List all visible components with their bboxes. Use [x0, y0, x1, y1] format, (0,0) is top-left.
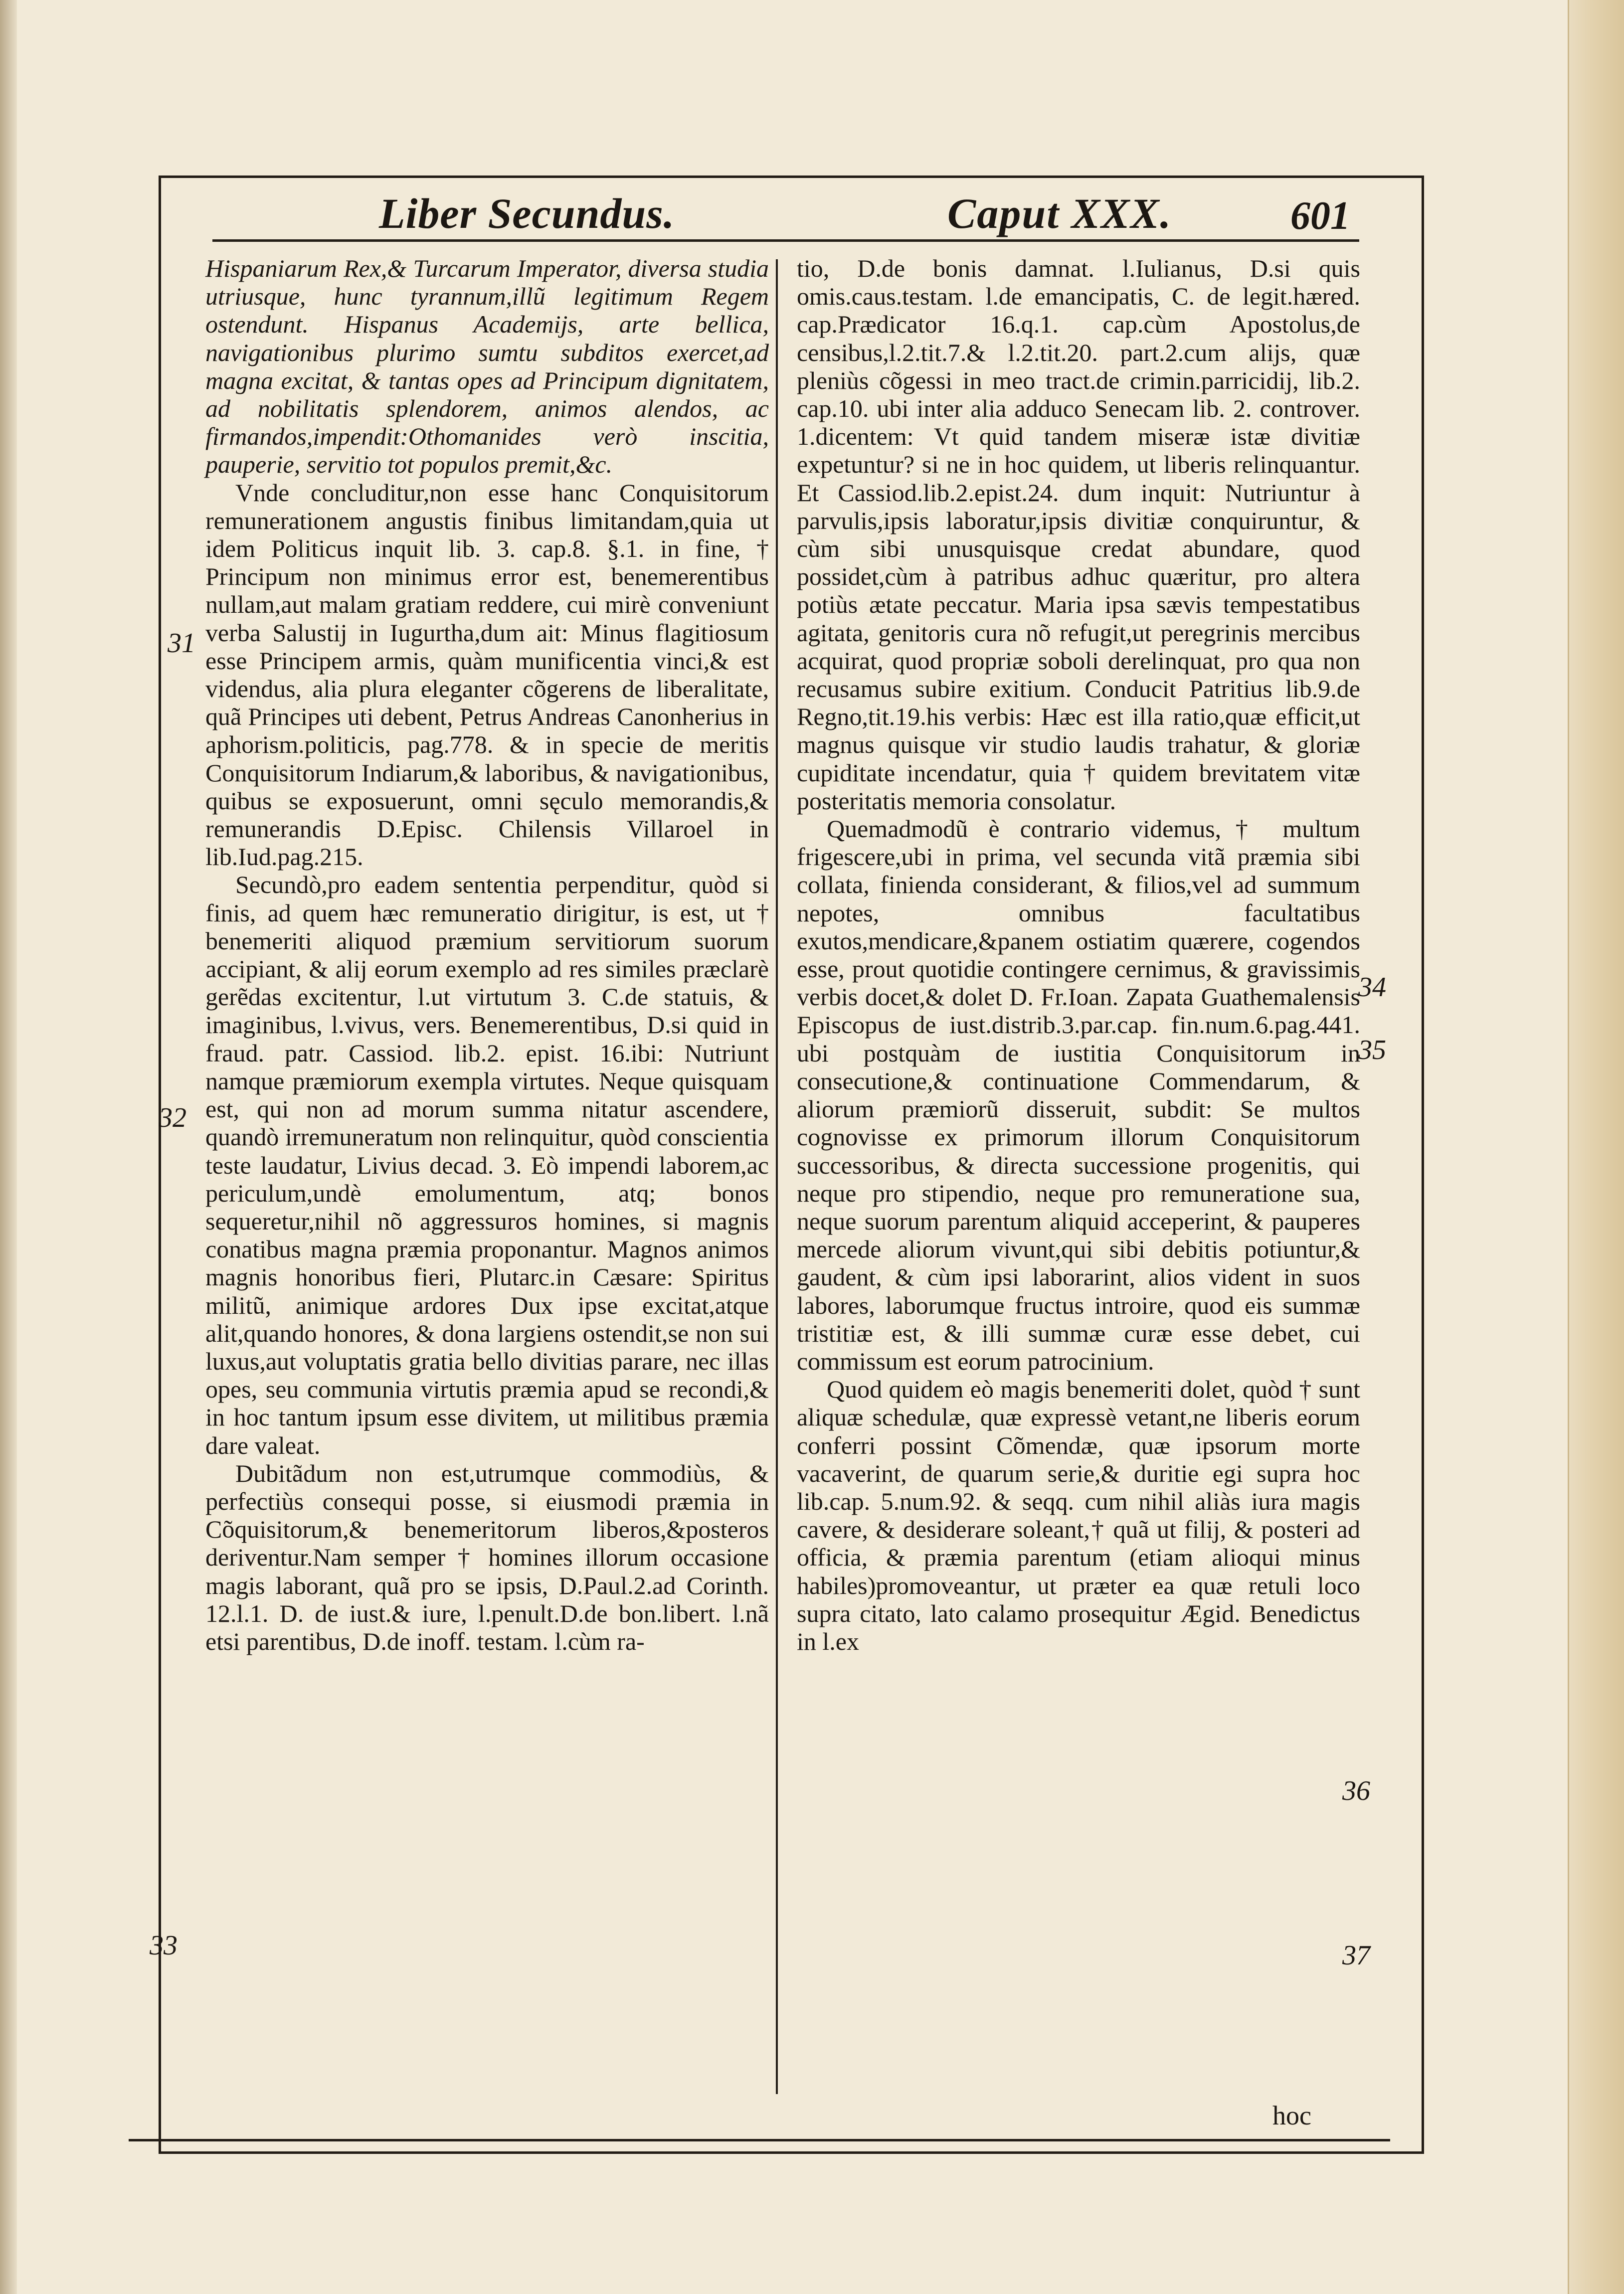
margin-number-36: 36	[1342, 1775, 1370, 1806]
left-column	[205, 254, 769, 1655]
margin-number-33: 33	[150, 1930, 178, 1961]
binding-gutter	[0, 0, 17, 2294]
margin-number-32: 32	[159, 1102, 186, 1133]
page-edge	[1568, 0, 1624, 2294]
header-rule	[212, 239, 1359, 242]
left-paragraph-4: Dubitãdum non est,utrumque commodiùs, & perfectiùs consequi posse, si eiusmodi præmia in Cõquisitorum,& benemeritorum liberos,&posteros deriventur.Nam semper † homines illorum occasione magis laborant, quã pro se ipsis, D.Paul.2.ad Corinth. 12.l.1. D. de iust.& iure, l.penult.D.de bon.libert. l.nã etsi parentibus, D.de inoff. testam. l.cùm ra-	[205, 1459, 769, 1655]
running-head-left: Liber Secundus.	[379, 189, 675, 237]
margin-number-35: 35	[1358, 1035, 1386, 1065]
left-paragraph-3: Secundò,pro eadem sententia perpenditur, quòd si finis, ad quem hæc remuneratio dirigitur, is est, ut † benemeriti aliquod præmium servitiorum suorum accipiant, & alij eorum exemplo ad res similes præclarè gerẽdas excitentur, l.ut virtutum 3. C.de statuis, & imaginibus, l.vivus, vers. Benemerentibus, D.si quid in fraud. patr. Cassiod. lib.2. epist. 16.ibi: Nutriunt namque præmiorum exempla virtutes. Neque quisquam est, qui non ad morum summa nitatur ascendere, quandò irremuneratum non relinquitur, quòd conscientia teste laudatur, Livius decad. 3. Eò impendi laborem,ac periculum,undè emolumentum, atq; bonos sequeretur,nihil nõ aggressuros homines, si magnis conatibus magna præmia proponantur. Magnos animos magnis honoribus fieri, Plutarc.in Cæsare: Spiritus militũ, animique ardores Dux ipse excitat,atque alit,quando honores, & dona largiens ostendit,se non sui luxus,aut voluptatis gratia bello divitias parare, nec illas opes, seu communia virtutis præmia apud se recondi,& in hoc tantum ipsum esse divitem, ut militibus præmia dare valeat.	[205, 871, 769, 1459]
right-column	[797, 254, 1360, 1655]
running-head-right: Caput XXX.	[947, 189, 1172, 237]
margin-number-37: 37	[1342, 1940, 1370, 1971]
left-paragraph-1: Hispaniarum Rex,& Turcarum Imperator, diversa studia utriusque, hunc tyrannum,illũ legitimum Regem ostendunt. Hispanus Academijs, arte bellica, navigationibus plurimo sumtu subditos exercet,ad magna excitat, & tantas opes ad Principum dignitatem, ad nobilitatis splendorem, animos alendos, ac firmandos,impendit:Othomanides verò inscitia, pauperie, servitio tot populos premit,&c.	[205, 254, 769, 479]
catchword: hoc	[1272, 2101, 1311, 2130]
margin-number-34: 34	[1358, 972, 1386, 1003]
column-divider	[776, 259, 778, 2094]
right-paragraph-1: tio, D.de bonis damnat. l.Iulianus, D.si quis omis.caus.testam. l.de emancipatis, C. de legit.hæred. cap.Prædicator 16.q.1. cap.cùm Apostolus,de censibus,l.2.tit.7.& l.2.tit.20. part.2.cum alijs, quæ pleniùs cõgessi in meo tract.de crimin.parricidij, lib.2. cap.10. ubi inter alia adduco Senecam lib. 2. controver. 1.dicentem: Vt quid tandem miseræ istæ divitiæ expetuntur? si ne in hoc quidem, ut liberis relinquantur. Et Cassiod.lib.2.epist.24. dum inquit: Nutriuntur à parvulis,ipsis laboratur,ipsis divitiæ conquiruntur, & cùm sibi unusquisque credat abundare, quod possidet,cùm à patribus adhuc quæritur, pro altera potiùs ætate peccatur. Maria ipsa sævis tempestatibus agitata, genitoris cura nõ refugit,ut peregrinis mercibus acquirat, quod propriæ soboli derelinquat, pro qua non recusamus subire exitium. Conducit Patritius lib.9.de Regno,tit.19.his verbis: Hæc est illa ratio,quæ efficit,ut magnus quisque vir studio laudis trahatur, & gloriæ cupiditate incendatur, quia † quidem brevitatem vitæ posteritatis memoria consolatur.	[797, 254, 1360, 815]
page-number: 601	[1290, 194, 1350, 238]
right-paragraph-2: Quemadmodũ è contrario videmus,† multum frigescere,ubi in prima, vel secunda vitã præmia sibi collata, finienda considerant, & filios,vel ad summum nepotes, omnibus facultatibus exutos,mendicare,&panem ostiatim quærere, cogendos esse, prout quotidie contingere cernimus, & gravissimis verbis docet,& dolet D. Fr.Ioan. Zapata Guathemalensis Episcopus de iust.distrib.3.par.cap. fin.num.6.pag.441. ubi postquàm de iustitia Conquisitorum in consecutione,& continuatione Commendarum, & aliorum præmiorũ disseruit, subdit: Se multos cognovisse ex primorum illorum Conquisitorum successoribus, & directa successione progenitis, qui neque pro stipendio, neque pro remuneratione sua, neque suorum parentum aliquid acceperint, & pauperes mercede aliorum vivunt,qui sibi debitis potiuntur,& gaudent, & cùm ipsi laborarint, alios vident in suos labores, laborumque fructus introire, quod eis summæ tristitiæ est, & illi summæ curæ esse debet, cui commissum est eorum patrocinium.	[797, 815, 1360, 1375]
bottom-rule	[129, 2139, 1390, 2141]
right-paragraph-3: Quod quidem eò magis benemeriti dolet, quòd † sunt aliquæ schedulæ, quæ expressè vetant,ne liberis eorum conferri possint Cõmendæ, quæ ipsorum morte vacaverint, de quarum serie,& duritie egi supra hoc lib.cap. 5.num.92. & seqq. cum nihil aliàs iura magis cavere, & desiderare soleant,† quã ut filij, & posteri ad officia, & præmia parentum (etiam alioqui minus habiles)promoveantur, ut præter ea quæ retuli loco supra citato, lato calamo prosequitur Ægid. Benedictus in l.ex	[797, 1375, 1360, 1655]
margin-number-31: 31	[168, 628, 195, 659]
left-paragraph-2: Vnde concluditur,non esse hanc Conquisitorum remunerationem angustis finibus limitandam,quia ut idem Politicus inquit lib. 3. cap.8. §.1. in fine, † Principum non minimus error est, benemerentibus nullam,aut malam gratiam reddere, cui mirè conveniunt verba Salustij in Iugurtha,dum ait: Minus flagitiosum esse Principem armis, quàm munificentia vinci,& est videndus, alia plura eleganter cõgerens de liberalitate, quã Principes uti debent, Petrus Andreas Canonherius in aphorism.politicis, pag.778. & in specie de meritis Conquisitorum Indiarum,& laboribus, & navigationibus, quibus se exposuerunt, omni sęculo memorandis,& remunerandis D.Episc. Chilensis Villaroel in lib.Iud.pag.215.	[205, 478, 769, 871]
